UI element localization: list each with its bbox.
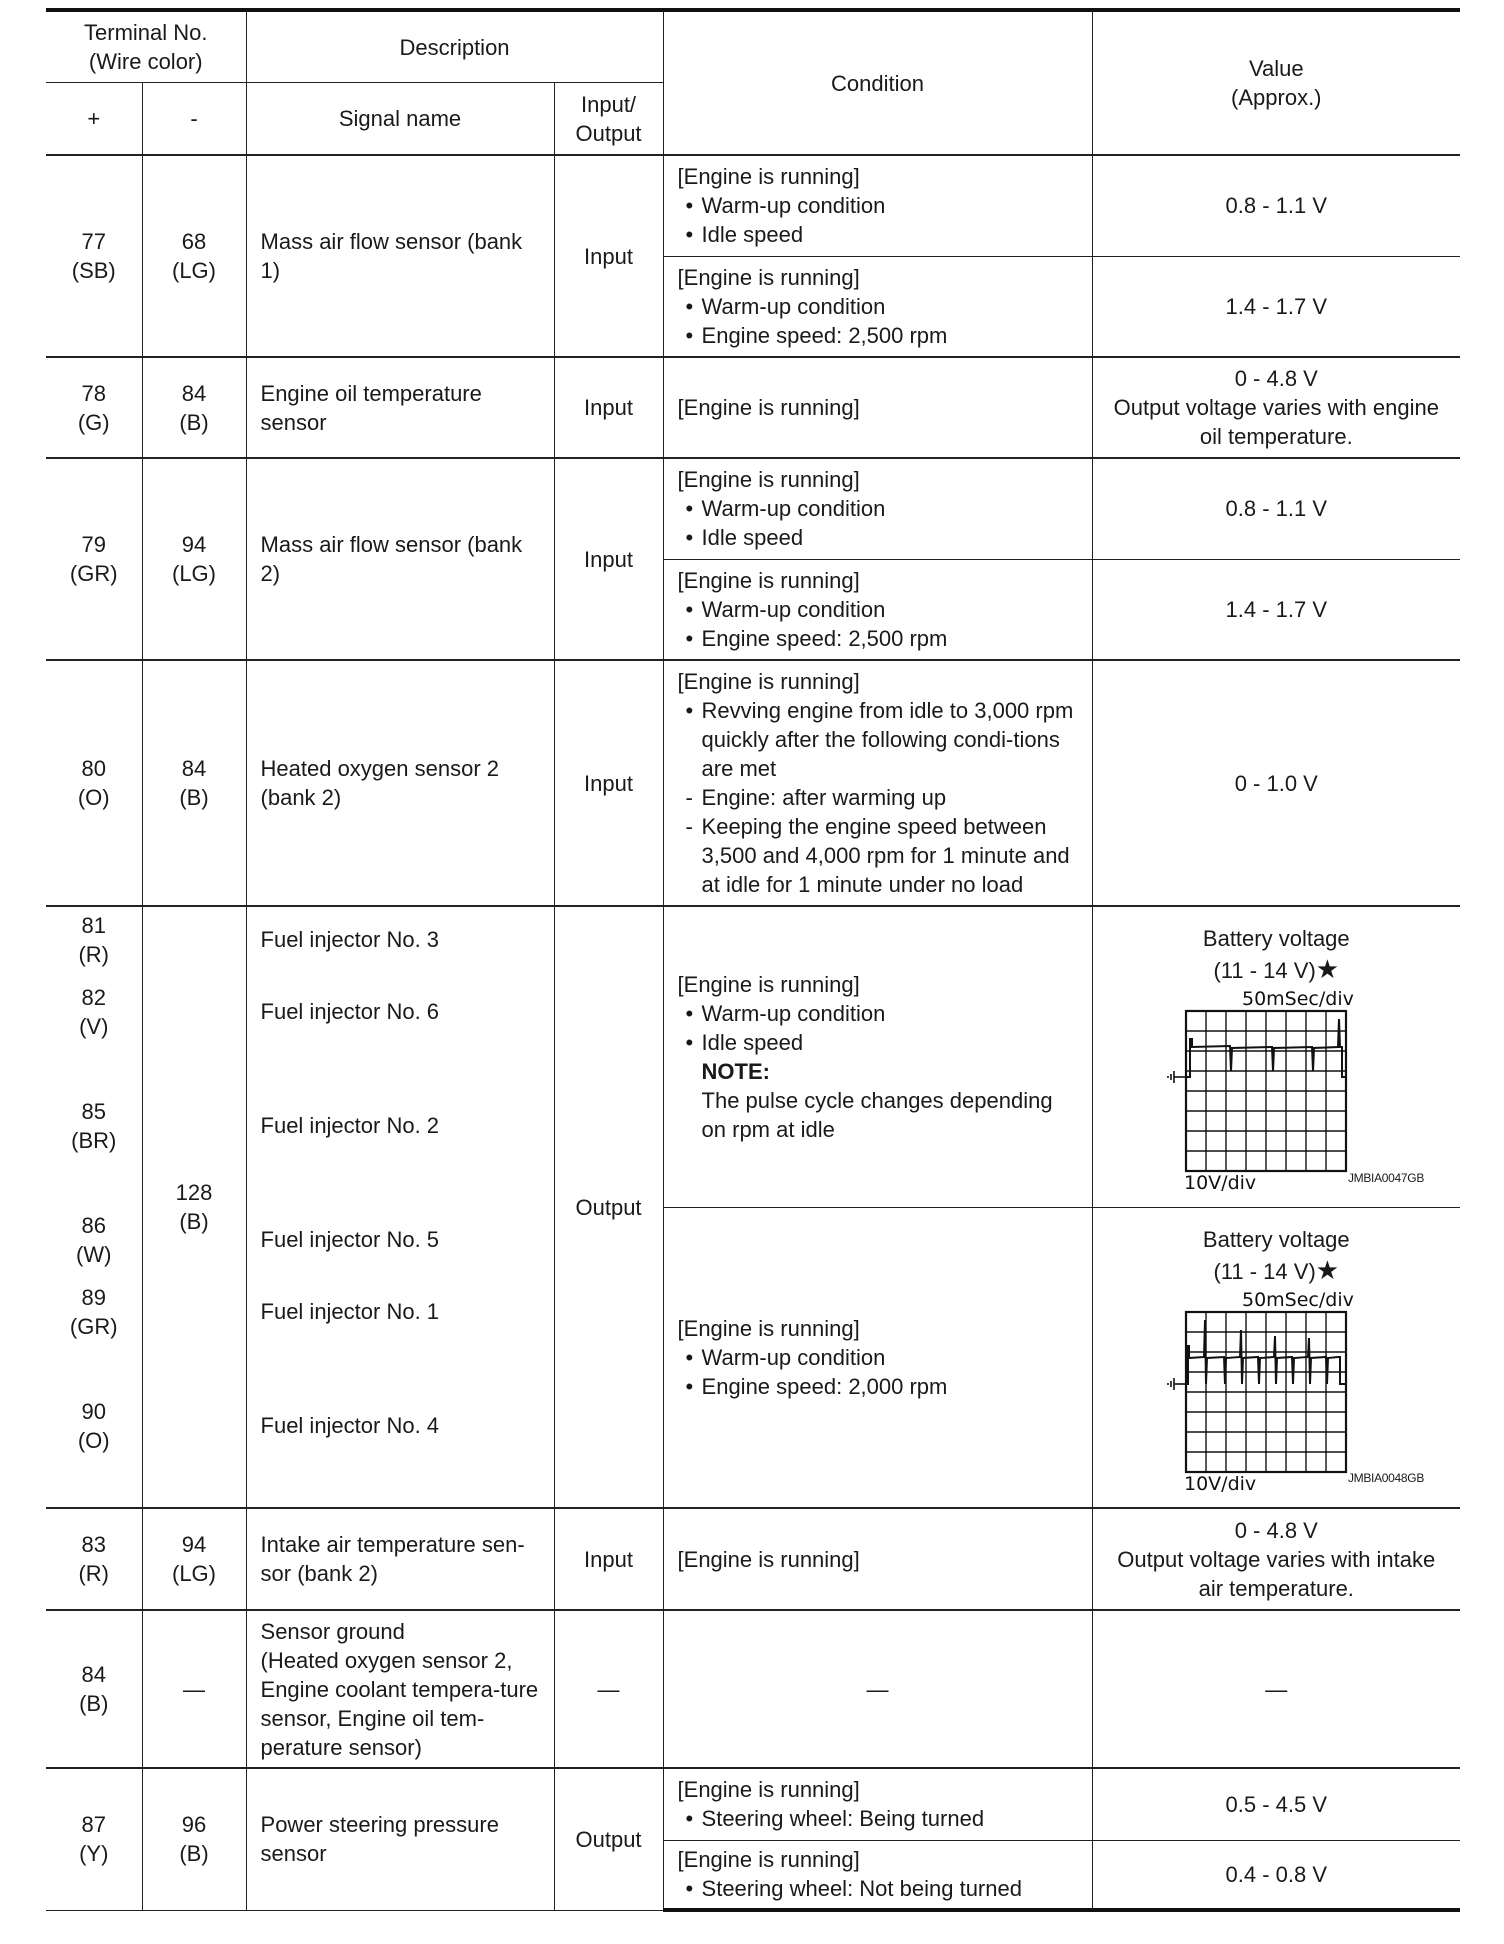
wire-color: (B) (179, 785, 209, 810)
condition-bullet: • Warm-up condition (678, 494, 1078, 523)
plus-terminal-list (46, 906, 142, 1508)
condition-cell (663, 906, 1092, 1207)
wire-color: (LG) (172, 561, 216, 586)
terminal-number: 84 (181, 756, 207, 781)
header-wire-color: (Wire color) (88, 49, 203, 74)
note-heading: NOTE: (701, 1058, 770, 1084)
table-row-87 (46, 1768, 1460, 1840)
header-approx: (Approx.) (1231, 85, 1322, 110)
terminal-number: 68 (181, 229, 207, 254)
scope-grid (1186, 1011, 1346, 1171)
signal-name: Intake air temperature sen-sor (bank 2) (246, 1508, 554, 1610)
plus-terminal (46, 660, 142, 906)
signal-name-list (246, 906, 554, 1508)
value-cell (1092, 1508, 1460, 1610)
table-row-78 (46, 357, 1460, 458)
header-value-label: Value (1248, 56, 1304, 81)
table-row-80 (46, 660, 1460, 906)
waveform-value-cell (1092, 906, 1460, 1207)
value-cell: 0.4 - 0.8 V (1092, 1840, 1460, 1910)
condition-bullet: • Warm-up condition (678, 1343, 1078, 1372)
waveform-value-cell (1092, 1207, 1460, 1508)
signal-name: Fuel injector No. 5 (260, 1227, 440, 1252)
wire-color: (R) (78, 1561, 110, 1586)
table-row-83 (46, 1508, 1460, 1610)
terminal-number: 86 (81, 1213, 106, 1238)
condition-cell: — (663, 1610, 1092, 1768)
terminal-85 (46, 1097, 142, 1155)
plus-terminal (46, 1768, 142, 1910)
signal-name: Fuel injector No. 1 (260, 1299, 440, 1324)
wire-color: (G) (77, 409, 110, 435)
condition-bullet: • Warm-up condition (678, 595, 1078, 624)
timebase-label: 50mSec/div (1242, 1288, 1355, 1311)
wire-color: (O) (77, 785, 110, 810)
figure-code: JMBIA0047GB (1347, 1170, 1425, 1185)
terminal-number: 81 (81, 913, 106, 938)
value-line: 0 - 4.8 V (1234, 1517, 1318, 1543)
condition-bullet: • Idle speed (678, 220, 1078, 249)
value-range (1107, 1256, 1447, 1286)
signal-name: Fuel injector No. 3 (260, 927, 440, 952)
terminal-number: 94 (181, 1532, 207, 1557)
wire-color: (GR) (69, 1314, 118, 1339)
table-row-injectors (46, 906, 1460, 1207)
signal-name (246, 660, 554, 906)
terminal-number: 90 (81, 1399, 106, 1424)
plus-terminal (46, 1508, 142, 1610)
terminal-number: 80 (81, 756, 106, 781)
condition-bullet: • Engine speed: 2,500 rpm (678, 321, 1078, 350)
plus-terminal (46, 357, 142, 458)
value-cell: 0.5 - 4.5 V (1092, 1768, 1460, 1840)
minus-terminal (142, 1768, 246, 1910)
minus-terminal (142, 357, 246, 458)
signal-name: Mass air flow sensor (bank 1) (246, 155, 554, 357)
header-minus: - (142, 83, 246, 156)
condition-cell (663, 155, 1092, 256)
condition-cell (663, 1840, 1092, 1910)
io-type: Input (554, 357, 663, 458)
header-io-line2: Output (575, 120, 642, 146)
minus-terminal (142, 458, 246, 660)
minus-terminal (142, 906, 246, 1508)
condition-cell (663, 1508, 1092, 1610)
terminal-number: 83 (81, 1532, 106, 1557)
io-type: Input (554, 660, 663, 906)
condition-head: [Engine is running] (677, 971, 860, 997)
condition-subitem: - Engine: after warming up (678, 783, 1078, 812)
header-value (1092, 10, 1460, 155)
value-cell: 1.4 - 1.7 V (1092, 559, 1460, 660)
condition-head: [Engine is running] (677, 669, 860, 694)
terminal-number: 77 (81, 229, 106, 254)
header-io-line1: Input/ (581, 91, 637, 117)
header-terminal-label: Terminal No. (84, 20, 208, 45)
terminal-spec-table (46, 8, 1460, 1912)
io-type: — (554, 1610, 663, 1768)
condition-head: [Engine is running] (677, 264, 860, 290)
plus-terminal (46, 1610, 142, 1768)
condition-head: [Engine is running] (677, 1546, 860, 1572)
wire-color: (R) (78, 942, 110, 967)
value-cell: 0.8 - 1.1 V (1092, 155, 1460, 256)
header-terminal-no (46, 10, 246, 83)
value-cell: 0 - 1.0 V (1092, 660, 1460, 906)
ground-icon (1168, 1071, 1186, 1083)
terminal-number: 79 (81, 532, 106, 557)
terminal-81 (46, 911, 142, 969)
terminal-number: 84 (81, 1662, 106, 1687)
condition-bullet: • Engine speed: 2,000 rpm (678, 1372, 1078, 1401)
table-row-79 (46, 458, 1460, 559)
header-input-output (554, 83, 663, 156)
terminal-86 (46, 1211, 142, 1269)
condition-head: [Engine is running] (677, 1315, 860, 1341)
volts-per-div-label: 10V/div (1184, 1172, 1257, 1192)
condition-bullet: • Steering wheel: Being turned (678, 1804, 1078, 1833)
value-range-text: (11 - 14 V) (1213, 958, 1316, 984)
table-row-84 (46, 1610, 1460, 1768)
minus-terminal: — (142, 1610, 246, 1768)
condition-head: [Engine is running] (677, 567, 860, 593)
wire-color: (LG) (172, 258, 216, 283)
signal-line: (Heated oxygen sensor 2, Engine coolant tempera-ture sensor, Engine oil tem-perature sensor) (260, 1647, 539, 1760)
condition-head: [Engine is running] (677, 467, 860, 493)
condition-bullet: • Steering wheel: Not being turned (678, 1874, 1078, 1903)
value-line: Output voltage varies with intake (1117, 1546, 1436, 1572)
wire-color: (B) (79, 1691, 109, 1716)
value-line: Battery voltage (1202, 926, 1350, 952)
io-type: Output (554, 906, 663, 1508)
value-line: Battery voltage (1202, 1226, 1350, 1252)
star-icon: ★ (1315, 1254, 1340, 1285)
value-line: Output voltage varies with engine (1113, 395, 1439, 420)
header-plus: + (46, 83, 142, 156)
value-range (1107, 955, 1447, 985)
wire-color: (B) (179, 1209, 209, 1234)
condition-cell (663, 256, 1092, 357)
volts-per-div-label: 10V/div (1184, 1472, 1257, 1492)
condition-cell (663, 1768, 1092, 1840)
star-icon: ★ (1315, 954, 1340, 985)
value-cell: — (1092, 1610, 1460, 1768)
wire-color: (BR) (71, 1128, 117, 1153)
header-condition: Condition (663, 10, 1092, 155)
condition-subitem: - Keeping the engine speed between 3,500 and 4,000 rpm for 1 minute and at idle for 1 minute under no load (678, 812, 1078, 899)
value-cell (1092, 357, 1460, 458)
condition-head: [Engine is running] (677, 1847, 860, 1873)
signal-name: Fuel injector No. 6 (260, 999, 440, 1024)
value-range-text: (11 - 14 V) (1213, 1258, 1316, 1284)
wire-color: (B) (179, 409, 209, 435)
condition-head: [Engine is running] (677, 164, 860, 190)
terminal-number: 128 (175, 1180, 213, 1205)
condition-cell (663, 660, 1092, 906)
terminal-89 (46, 1283, 142, 1341)
plus-terminal (46, 458, 142, 660)
minus-terminal (142, 155, 246, 357)
wire-color: (W) (76, 1242, 112, 1267)
figure-code: JMBIA0048GB (1347, 1471, 1425, 1485)
terminal-90 (46, 1397, 142, 1455)
condition-bullet: • Revving engine from idle to 3,000 rpm quickly after the following condi-tions are met (678, 696, 1078, 783)
terminal-number: 82 (81, 985, 106, 1010)
condition-cell (663, 458, 1092, 559)
condition-cell (663, 357, 1092, 458)
condition-bullet: • Idle speed (678, 1028, 1078, 1057)
timebase-label: 50mSec/div (1242, 988, 1355, 1011)
table-row-77 (46, 155, 1460, 256)
condition-cell (663, 1207, 1092, 1508)
wire-color: (SB) (71, 258, 116, 283)
condition-head: [Engine is running] (677, 395, 860, 420)
terminal-82 (46, 983, 142, 1041)
io-type: Input (554, 458, 663, 660)
wire-color: (O) (77, 1428, 110, 1453)
io-type: Input (554, 1508, 663, 1610)
value-line: oil temperature. (1199, 424, 1353, 449)
wire-color: (LG) (172, 1561, 216, 1586)
value-line: 0 - 4.8 V (1234, 366, 1318, 391)
terminal-number: 94 (181, 532, 207, 557)
signal-name: Mass air flow sensor (bank 2) (246, 458, 554, 660)
header-description: Description (246, 10, 663, 83)
value-cell: 0.8 - 1.1 V (1092, 458, 1460, 559)
condition-bullet: • Warm-up condition (678, 999, 1078, 1028)
signal-name: Fuel injector No. 4 (260, 1413, 440, 1438)
terminal-number: 85 (81, 1099, 106, 1124)
minus-terminal (142, 660, 246, 906)
oscilloscope-waveform-idle (1126, 985, 1426, 1191)
note-text: The pulse cycle changes depending on rpm at idle (701, 1087, 1053, 1142)
signal-name (246, 1610, 554, 1768)
oscilloscope-waveform-2000rpm (1126, 1286, 1426, 1492)
value-line: air temperature. (1198, 1575, 1354, 1601)
io-type: Input (554, 155, 663, 357)
terminal-number: 96 (181, 1812, 207, 1838)
minus-terminal (142, 1508, 246, 1610)
wire-color: (Y) (79, 1841, 109, 1867)
io-type: Output (554, 1768, 663, 1910)
terminal-number: 89 (81, 1285, 106, 1310)
terminal-number: 84 (181, 380, 207, 406)
wire-color: (V) (79, 1014, 109, 1039)
plus-terminal (46, 155, 142, 357)
ground-icon (1168, 1378, 1186, 1390)
wire-color: (B) (179, 1841, 209, 1867)
terminal-number: 78 (81, 380, 106, 406)
signal-line: (bank 2) (260, 785, 342, 810)
value-cell: 1.4 - 1.7 V (1092, 256, 1460, 357)
signal-name: Fuel injector No. 2 (260, 1113, 440, 1138)
scope-grid (1186, 1312, 1346, 1472)
condition-bullet: • Idle speed (678, 523, 1078, 552)
signal-line: Sensor ground (260, 1618, 405, 1644)
terminal-number: 87 (81, 1812, 106, 1838)
condition-cell (663, 559, 1092, 660)
condition-bullet: • Engine speed: 2,500 rpm (678, 624, 1078, 653)
signal-name: Engine oil temperature sensor (246, 357, 554, 458)
header-signal-name: Signal name (246, 83, 554, 156)
spec-page (46, 8, 1460, 1912)
condition-bullet: • Warm-up condition (678, 191, 1078, 220)
wire-color: (GR) (69, 561, 118, 586)
condition-head: [Engine is running] (677, 1777, 860, 1803)
condition-bullet: • Warm-up condition (678, 292, 1078, 321)
signal-name: Power steering pressure sensor (246, 1768, 554, 1910)
signal-line: Heated oxygen sensor 2 (260, 756, 500, 781)
